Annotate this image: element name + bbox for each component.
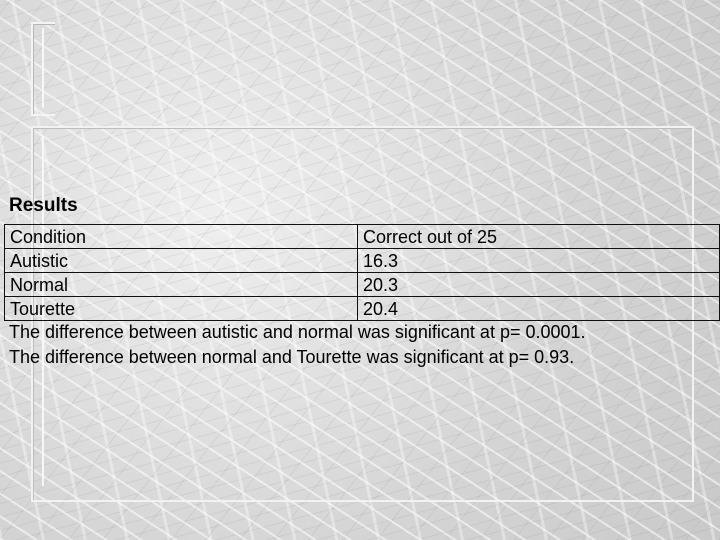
table-header-cell: Correct out of 25	[358, 225, 720, 249]
decorative-line-top	[42, 28, 54, 108]
table-row	[5, 249, 720, 273]
table-header-row	[5, 225, 720, 249]
table-cell: Normal	[5, 273, 358, 297]
results-heading: Results	[9, 195, 78, 216]
table-cell: Autistic	[5, 249, 358, 273]
table-row	[5, 297, 720, 321]
table-cell: 20.3	[358, 273, 720, 297]
significance-note: The difference between autistic and normal was significant at p= 0.0001.	[9, 322, 586, 342]
results-table	[4, 224, 720, 321]
table-header-cell: Condition	[5, 225, 358, 249]
table-cell: 20.4	[358, 297, 720, 321]
significance-note: The difference between normal and Tourette was significant at p= 0.93.	[9, 347, 575, 367]
table-row	[5, 273, 720, 297]
table-cell: 16.3	[358, 249, 720, 273]
table-cell: Tourette	[5, 297, 358, 321]
